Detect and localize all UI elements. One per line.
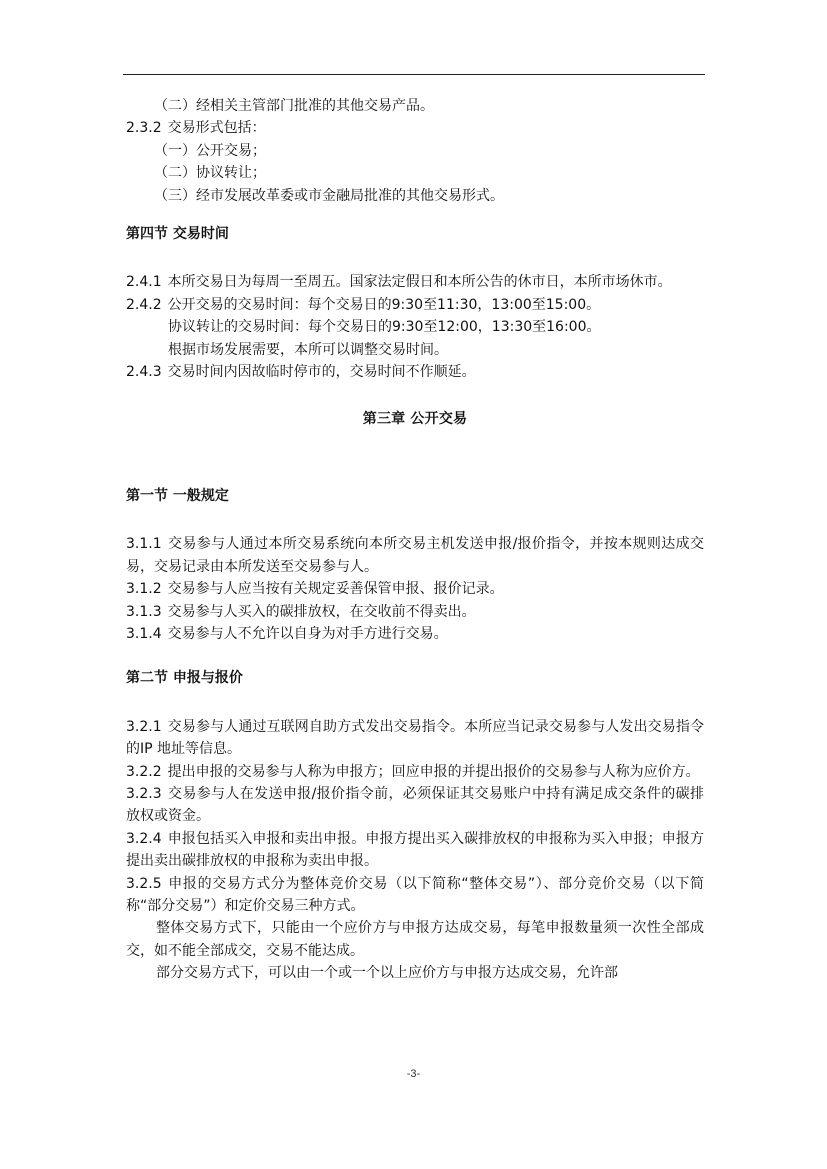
- clause-3-2-5: [126, 873, 704, 918]
- spacer: [126, 645, 704, 667]
- spacer: [126, 431, 704, 485]
- section-title-1: 第一节 一般规定: [126, 487, 229, 504]
- clause-number: 3.1.3: [126, 603, 162, 620]
- clause-2-4-3: [126, 361, 704, 383]
- clause-number: 3.2.2: [126, 763, 162, 780]
- clause-number: 2.3.2: [126, 120, 162, 137]
- clause-number: 3.2.4: [126, 830, 162, 847]
- clause-3-2-4: [126, 828, 704, 873]
- clause-number: 3.2.5: [126, 875, 162, 892]
- clause-text: 交易参与人应当按有关规定妥善保管申报、报价记录。: [167, 581, 504, 598]
- clause-3-1-3: [126, 601, 704, 623]
- clause-number: 2.4.1: [126, 274, 162, 291]
- document-body: [126, 95, 704, 985]
- clause-text: 交易参与人通过互联网自助方式发出交易指令。本所应当记录交易参与人发出交易指令的IP 地址等信息。: [126, 718, 704, 758]
- header-rule: [123, 74, 705, 75]
- clause-number: 3.2.3: [126, 785, 162, 802]
- clause-3-2-2: [126, 761, 704, 783]
- clause-number: 2.4.3: [126, 364, 162, 381]
- chapter-title-3: 第三章 公开交易: [362, 411, 468, 428]
- spacer: [126, 245, 704, 271]
- clause-text: 交易形式包括：: [167, 120, 266, 137]
- paragraph: 整体交易方式下，只能由一个应价方与申报方达成交易，每笔申报数量须一次性全部成交，如不能全部成交，交易不能达成。: [126, 920, 704, 959]
- clause-text: 交易参与人买入的碳排放权，在交收前不得卖出。: [167, 603, 476, 620]
- clause-text: 提出申报的交易参与人称为申报方；回应申报的并提出报价的交易参与人称为应价方。: [167, 763, 700, 780]
- page-number: -3-: [406, 1068, 421, 1080]
- spacer: [126, 690, 704, 716]
- clause-2-3-2: [126, 117, 704, 139]
- clause-2-4-1: [126, 271, 704, 293]
- paragraph: 部分交易方式下，可以由一个或一个以上应价方与申报方达成交易，允许部: [156, 965, 618, 982]
- spacer: [126, 383, 704, 408]
- paragraph: 协议转让的交易时间：每个交易日的9:30至12:00，13:30至16:00。: [168, 319, 601, 336]
- paragraph: （二）协议转让；: [154, 165, 266, 182]
- clause-text: 交易时间内因故临时停市的，交易时间不作顺延。: [167, 364, 476, 381]
- clause-number: 3.1.2: [126, 581, 162, 598]
- clause-text: 交易参与人通过本所交易系统向本所交易主机发送申报/报价指令，并按本规则达成交易，交易记录由本所发送至交易参与人。: [126, 536, 704, 575]
- clause-text: 申报的交易方式分为整体竞价交易（以下简称“整体交易”）、部分竞价交易（以下简称“部分交易”）和定价交易三种方式。: [126, 875, 704, 914]
- clause-number: 2.4.2: [126, 296, 162, 313]
- section-title-2: 第二节 申报与报价: [126, 670, 243, 687]
- clause-3-1-1: [126, 533, 704, 578]
- clause-3-2-1: [126, 716, 704, 761]
- clause-text: 交易参与人在发送申报/报价指令前，必须保证其交易账户中持有满足成交条件的碳排放权或资金。: [126, 785, 704, 825]
- clause-text: 本所交易日为每周一至周五。国家法定假日和本所公告的休市日，本所市场休市。: [167, 274, 672, 291]
- clause-number: 3.1.1: [126, 536, 162, 553]
- paragraph: （二）经相关主管部门批准的其他交易产品。: [154, 98, 434, 114]
- clause-number: 3.2.1: [126, 718, 162, 735]
- section-title-4: 第四节 交易时间: [126, 226, 229, 243]
- paragraph: （三）经市发展改革委或市金融局批准的其他交易形式。: [154, 187, 504, 204]
- clause-text: 公开交易的交易时间：每个交易日的9:30至11:30，13:00至15:00。: [167, 296, 601, 313]
- spacer: [126, 507, 704, 533]
- clause-number: 3.1.4: [126, 625, 162, 642]
- clause-3-1-4: [126, 623, 704, 645]
- clause-text: 申报包括买入申报和卖出申报。申报方提出买入碳排放权的申报称为买入申报；申报方提出卖出碳排放权的申报称为卖出申报。: [126, 830, 704, 870]
- clause-3-1-2: [126, 578, 704, 600]
- clause-text: 交易参与人不允许以自身为对手方进行交易。: [167, 625, 448, 642]
- paragraph: 根据市场发展需要，本所可以调整交易时间。: [168, 341, 448, 358]
- paragraph: （一）公开交易；: [154, 142, 266, 159]
- clause-3-2-3: [126, 783, 704, 828]
- clause-2-4-2: [126, 294, 704, 316]
- spacer: [126, 207, 704, 223]
